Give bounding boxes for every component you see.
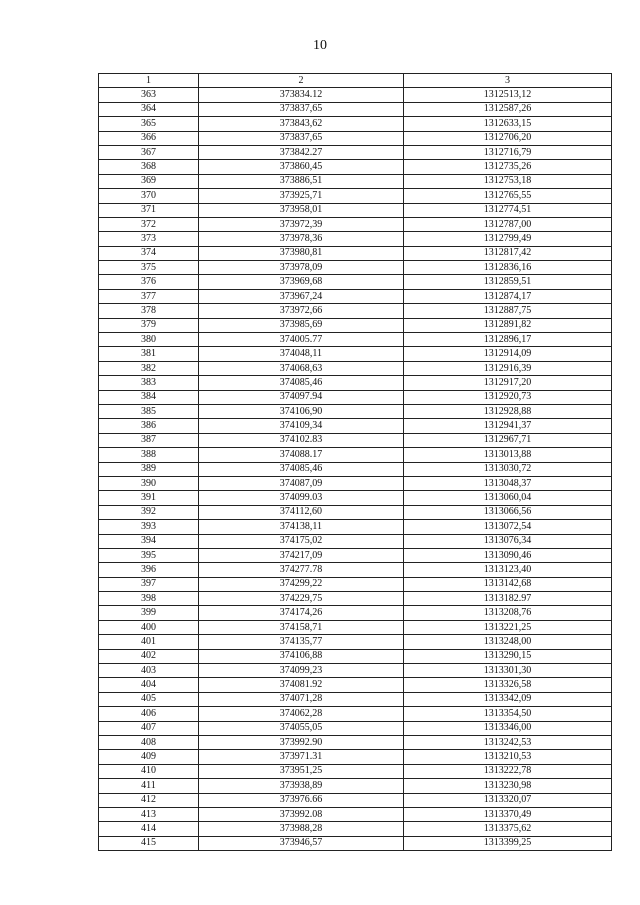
coordinate-y-cell: 1312706,20 bbox=[404, 131, 612, 145]
table-row bbox=[99, 318, 612, 332]
coordinate-x-cell: 373992.90 bbox=[199, 735, 404, 749]
coordinate-x-cell: 373834.12 bbox=[199, 88, 404, 102]
point-number-cell: 412 bbox=[99, 793, 199, 807]
coordinate-y-cell: 1313399,25 bbox=[404, 836, 612, 850]
coordinate-x-cell: 374299,22 bbox=[199, 577, 404, 591]
coordinate-x-cell: 373992.08 bbox=[199, 807, 404, 821]
coordinate-x-cell: 373978,09 bbox=[199, 261, 404, 275]
table-row bbox=[99, 764, 612, 778]
coordinate-x-cell: 374175,02 bbox=[199, 534, 404, 548]
coordinate-y-cell: 1312799,49 bbox=[404, 232, 612, 246]
coordinate-y-cell: 1313326,58 bbox=[404, 678, 612, 692]
point-number-cell: 371 bbox=[99, 203, 199, 217]
point-number-cell: 365 bbox=[99, 117, 199, 131]
coordinate-y-cell: 1313048,37 bbox=[404, 476, 612, 490]
table-row bbox=[99, 347, 612, 361]
table-row bbox=[99, 505, 612, 519]
coordinate-y-cell: 1313242,53 bbox=[404, 735, 612, 749]
coordinate-x-cell: 373958,01 bbox=[199, 203, 404, 217]
coordinate-y-cell: 1313210,53 bbox=[404, 750, 612, 764]
coordinate-y-cell: 1312917,20 bbox=[404, 376, 612, 390]
point-number-cell: 376 bbox=[99, 275, 199, 289]
coordinate-x-cell: 373972,66 bbox=[199, 304, 404, 318]
coordinate-x-cell: 374099,23 bbox=[199, 664, 404, 678]
point-number-cell: 372 bbox=[99, 217, 199, 231]
coordinate-y-cell: 1312914,09 bbox=[404, 347, 612, 361]
point-number-cell: 379 bbox=[99, 318, 199, 332]
coordinate-y-cell: 1313221,25 bbox=[404, 620, 612, 634]
coordinate-x-cell: 373843,62 bbox=[199, 117, 404, 131]
table-row bbox=[99, 750, 612, 764]
coordinate-y-cell: 1312817,42 bbox=[404, 246, 612, 260]
coordinate-y-cell: 1313230,98 bbox=[404, 779, 612, 793]
point-number-cell: 408 bbox=[99, 735, 199, 749]
point-number-cell: 373 bbox=[99, 232, 199, 246]
coordinate-y-cell: 1313208,76 bbox=[404, 606, 612, 620]
point-number-cell: 384 bbox=[99, 390, 199, 404]
point-number-cell: 401 bbox=[99, 635, 199, 649]
table-row bbox=[99, 232, 612, 246]
coordinate-x-cell: 374087,09 bbox=[199, 476, 404, 490]
coordinate-y-cell: 1313346,00 bbox=[404, 721, 612, 735]
coordinate-x-cell: 374138,11 bbox=[199, 520, 404, 534]
point-number-cell: 391 bbox=[99, 491, 199, 505]
table-row bbox=[99, 476, 612, 490]
table-row bbox=[99, 261, 612, 275]
coordinate-y-cell: 1312765,55 bbox=[404, 189, 612, 203]
point-number-cell: 393 bbox=[99, 520, 199, 534]
point-number-cell: 387 bbox=[99, 433, 199, 447]
point-number-cell: 370 bbox=[99, 189, 199, 203]
page-number: 10 bbox=[313, 38, 327, 53]
coordinate-y-cell: 1313248,00 bbox=[404, 635, 612, 649]
table-row bbox=[99, 361, 612, 375]
coordinate-y-cell: 1313375,62 bbox=[404, 822, 612, 836]
table-row bbox=[99, 131, 612, 145]
point-number-cell: 392 bbox=[99, 505, 199, 519]
point-number-cell: 367 bbox=[99, 145, 199, 159]
table-row bbox=[99, 721, 612, 735]
table-row bbox=[99, 275, 612, 289]
point-number-cell: 366 bbox=[99, 131, 199, 145]
point-number-cell: 378 bbox=[99, 304, 199, 318]
table-header-row bbox=[99, 74, 612, 88]
table-row bbox=[99, 289, 612, 303]
coordinate-x-cell: 373978,36 bbox=[199, 232, 404, 246]
coordinate-y-cell: 1312513,12 bbox=[404, 88, 612, 102]
coordinate-x-cell: 374055,05 bbox=[199, 721, 404, 735]
table-row bbox=[99, 577, 612, 591]
coordinate-x-cell: 374062,28 bbox=[199, 707, 404, 721]
table-row bbox=[99, 246, 612, 260]
point-number-cell: 381 bbox=[99, 347, 199, 361]
column-header-2: 2 bbox=[199, 74, 404, 88]
coordinate-x-cell: 373976.66 bbox=[199, 793, 404, 807]
coordinate-x-cell: 374071,28 bbox=[199, 692, 404, 706]
table-row bbox=[99, 376, 612, 390]
point-number-cell: 396 bbox=[99, 563, 199, 577]
coordinate-x-cell: 374068,63 bbox=[199, 361, 404, 375]
table-row bbox=[99, 174, 612, 188]
table-row bbox=[99, 793, 612, 807]
coordinate-x-cell: 373951,25 bbox=[199, 764, 404, 778]
table-row bbox=[99, 88, 612, 102]
coordinate-x-cell: 374085,46 bbox=[199, 376, 404, 390]
coordinate-x-cell: 373969,68 bbox=[199, 275, 404, 289]
coordinate-y-cell: 1312836,16 bbox=[404, 261, 612, 275]
coordinate-y-cell: 1312787,00 bbox=[404, 217, 612, 231]
table-row bbox=[99, 534, 612, 548]
table-row bbox=[99, 649, 612, 663]
table-row bbox=[99, 779, 612, 793]
table-row bbox=[99, 404, 612, 418]
table-row bbox=[99, 419, 612, 433]
point-number-cell: 390 bbox=[99, 476, 199, 490]
coordinate-y-cell: 1312928,88 bbox=[404, 404, 612, 418]
point-number-cell: 399 bbox=[99, 606, 199, 620]
point-number-cell: 414 bbox=[99, 822, 199, 836]
coordinate-x-cell: 374135,77 bbox=[199, 635, 404, 649]
point-number-cell: 405 bbox=[99, 692, 199, 706]
coordinate-y-cell: 1313370,49 bbox=[404, 807, 612, 821]
point-number-cell: 394 bbox=[99, 534, 199, 548]
table-row bbox=[99, 678, 612, 692]
point-number-cell: 369 bbox=[99, 174, 199, 188]
coordinate-x-cell: 374217,09 bbox=[199, 548, 404, 562]
table-row bbox=[99, 462, 612, 476]
coordinate-y-cell: 1313072,54 bbox=[404, 520, 612, 534]
coordinate-x-cell: 373886,51 bbox=[199, 174, 404, 188]
coordinate-y-cell: 1313030,72 bbox=[404, 462, 612, 476]
coordinate-y-cell: 1313354,50 bbox=[404, 707, 612, 721]
table-row bbox=[99, 102, 612, 116]
table-row bbox=[99, 692, 612, 706]
coordinate-x-cell: 373925,71 bbox=[199, 189, 404, 203]
point-number-cell: 404 bbox=[99, 678, 199, 692]
coordinate-x-cell: 373837,65 bbox=[199, 102, 404, 116]
coordinate-y-cell: 1312891,82 bbox=[404, 318, 612, 332]
coordinate-y-cell: 1312941,37 bbox=[404, 419, 612, 433]
coordinate-x-cell: 373980,81 bbox=[199, 246, 404, 260]
coordinate-y-cell: 1312633,15 bbox=[404, 117, 612, 131]
coordinate-x-cell: 374099.03 bbox=[199, 491, 404, 505]
coordinate-x-cell: 374048,11 bbox=[199, 347, 404, 361]
column-header-3: 3 bbox=[404, 74, 612, 88]
point-number-cell: 402 bbox=[99, 649, 199, 663]
table-row bbox=[99, 563, 612, 577]
table-row bbox=[99, 592, 612, 606]
coordinate-x-cell: 374106,90 bbox=[199, 404, 404, 418]
point-number-cell: 407 bbox=[99, 721, 199, 735]
coordinate-y-cell: 1312887,75 bbox=[404, 304, 612, 318]
point-number-cell: 385 bbox=[99, 404, 199, 418]
coordinate-x-cell: 373985,69 bbox=[199, 318, 404, 332]
table-row bbox=[99, 620, 612, 634]
table-row bbox=[99, 333, 612, 347]
coordinate-y-cell: 1313342,09 bbox=[404, 692, 612, 706]
coordinate-y-cell: 1313320,07 bbox=[404, 793, 612, 807]
coordinate-y-cell: 1313090,46 bbox=[404, 548, 612, 562]
table-row bbox=[99, 304, 612, 318]
coordinate-y-cell: 1313066,56 bbox=[404, 505, 612, 519]
point-number-cell: 375 bbox=[99, 261, 199, 275]
point-number-cell: 406 bbox=[99, 707, 199, 721]
coordinate-y-cell: 1312896,17 bbox=[404, 333, 612, 347]
coordinate-y-cell: 1313013,88 bbox=[404, 448, 612, 462]
coordinate-x-cell: 373938,89 bbox=[199, 779, 404, 793]
coordinate-y-cell: 1312774,51 bbox=[404, 203, 612, 217]
table-row bbox=[99, 735, 612, 749]
table-row bbox=[99, 145, 612, 159]
coordinate-y-cell: 1313182.97 bbox=[404, 592, 612, 606]
point-number-cell: 409 bbox=[99, 750, 199, 764]
table-row bbox=[99, 433, 612, 447]
point-number-cell: 413 bbox=[99, 807, 199, 821]
coordinate-x-cell: 374158,71 bbox=[199, 620, 404, 634]
point-number-cell: 411 bbox=[99, 779, 199, 793]
point-number-cell: 380 bbox=[99, 333, 199, 347]
coordinate-y-cell: 1312753,18 bbox=[404, 174, 612, 188]
coordinate-y-cell: 1312967,71 bbox=[404, 433, 612, 447]
coordinate-x-cell: 374229,75 bbox=[199, 592, 404, 606]
point-number-cell: 368 bbox=[99, 160, 199, 174]
coordinate-y-cell: 1312920,73 bbox=[404, 390, 612, 404]
column-header-1: 1 bbox=[99, 74, 199, 88]
coordinate-x-cell: 374005.77 bbox=[199, 333, 404, 347]
coordinate-x-cell: 373971.31 bbox=[199, 750, 404, 764]
coordinate-x-cell: 374106,88 bbox=[199, 649, 404, 663]
coordinate-x-cell: 373946,57 bbox=[199, 836, 404, 850]
coordinate-y-cell: 1313142,68 bbox=[404, 577, 612, 591]
table-row bbox=[99, 203, 612, 217]
coordinate-x-cell: 374097.94 bbox=[199, 390, 404, 404]
table-row bbox=[99, 189, 612, 203]
point-number-cell: 398 bbox=[99, 592, 199, 606]
coordinate-y-cell: 1313301,30 bbox=[404, 664, 612, 678]
coordinate-x-cell: 374109,34 bbox=[199, 419, 404, 433]
point-number-cell: 410 bbox=[99, 764, 199, 778]
coordinate-x-cell: 373988,28 bbox=[199, 822, 404, 836]
point-number-cell: 377 bbox=[99, 289, 199, 303]
table-row bbox=[99, 491, 612, 505]
coordinate-y-cell: 1313076,34 bbox=[404, 534, 612, 548]
coordinate-x-cell: 373837,65 bbox=[199, 131, 404, 145]
coordinate-y-cell: 1312735,26 bbox=[404, 160, 612, 174]
table-row bbox=[99, 707, 612, 721]
table-row bbox=[99, 520, 612, 534]
table-row bbox=[99, 836, 612, 850]
point-number-cell: 363 bbox=[99, 88, 199, 102]
coordinate-y-cell: 1313123,40 bbox=[404, 563, 612, 577]
table-row bbox=[99, 822, 612, 836]
coordinate-y-cell: 1312916,39 bbox=[404, 361, 612, 375]
point-number-cell: 389 bbox=[99, 462, 199, 476]
table-row bbox=[99, 548, 612, 562]
point-number-cell: 395 bbox=[99, 548, 199, 562]
table-body bbox=[99, 88, 612, 851]
table-row bbox=[99, 606, 612, 620]
point-number-cell: 397 bbox=[99, 577, 199, 591]
table-header bbox=[99, 74, 612, 88]
coordinate-y-cell: 1312716,79 bbox=[404, 145, 612, 159]
table-row bbox=[99, 664, 612, 678]
point-number-cell: 400 bbox=[99, 620, 199, 634]
table-row bbox=[99, 807, 612, 821]
coordinate-x-cell: 374277.78 bbox=[199, 563, 404, 577]
coordinate-x-cell: 374081.92 bbox=[199, 678, 404, 692]
point-number-cell: 382 bbox=[99, 361, 199, 375]
table-row bbox=[99, 160, 612, 174]
point-number-cell: 403 bbox=[99, 664, 199, 678]
coordinate-x-cell: 373967,24 bbox=[199, 289, 404, 303]
coordinates-table bbox=[98, 73, 612, 851]
coordinate-y-cell: 1312874,17 bbox=[404, 289, 612, 303]
table-row bbox=[99, 635, 612, 649]
coordinate-x-cell: 373842.27 bbox=[199, 145, 404, 159]
coordinate-y-cell: 1313290,15 bbox=[404, 649, 612, 663]
point-number-cell: 386 bbox=[99, 419, 199, 433]
coordinate-x-cell: 374112,60 bbox=[199, 505, 404, 519]
table-row bbox=[99, 448, 612, 462]
coordinate-x-cell: 374174,26 bbox=[199, 606, 404, 620]
coordinate-x-cell: 374088.17 bbox=[199, 448, 404, 462]
coordinate-x-cell: 374085,46 bbox=[199, 462, 404, 476]
coordinate-y-cell: 1312587,26 bbox=[404, 102, 612, 116]
table-row bbox=[99, 390, 612, 404]
point-number-cell: 383 bbox=[99, 376, 199, 390]
table-row bbox=[99, 117, 612, 131]
coordinate-x-cell: 373972,39 bbox=[199, 217, 404, 231]
coordinate-y-cell: 1313060,04 bbox=[404, 491, 612, 505]
point-number-cell: 364 bbox=[99, 102, 199, 116]
table-row bbox=[99, 217, 612, 231]
point-number-cell: 388 bbox=[99, 448, 199, 462]
point-number-cell: 374 bbox=[99, 246, 199, 260]
point-number-cell: 415 bbox=[99, 836, 199, 850]
coordinate-y-cell: 1312859,51 bbox=[404, 275, 612, 289]
coordinate-x-cell: 373860,45 bbox=[199, 160, 404, 174]
coordinate-x-cell: 374102.83 bbox=[199, 433, 404, 447]
coordinate-y-cell: 1313222,78 bbox=[404, 764, 612, 778]
